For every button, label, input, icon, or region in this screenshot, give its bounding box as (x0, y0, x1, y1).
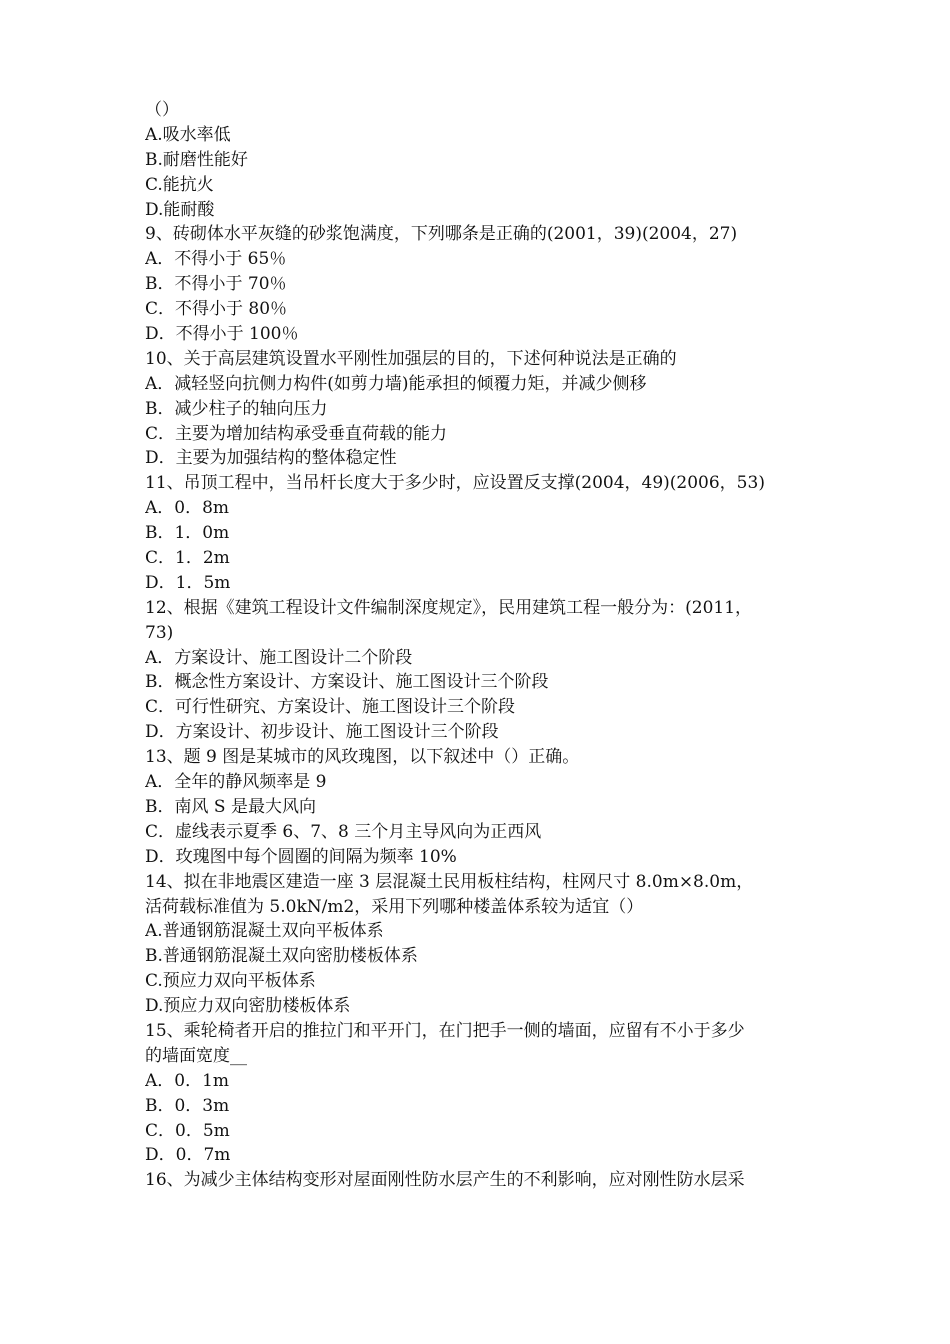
question-14-continued: 活荷载标准值为 5.0kN/m2，采用下列哪种楼盖体系较为适宜（） (145, 896, 644, 917)
option-a: A．方案设计、施工图设计二个阶段 (145, 647, 413, 668)
option-b: B．概念性方案设计、方案设计、施工图设计三个阶段 (145, 672, 549, 693)
question-15: 15、乘轮椅者开启的推拉门和平开门，在门把手一侧的墙面，应留有不小于多少 (145, 1020, 745, 1041)
option-c: C.能抗火 (145, 174, 214, 195)
question-11: 11、吊顶工程中，当吊杆长度大于多少时，应设置反支撑(2004，49)(2006，53) (145, 473, 765, 494)
option-b: B.普通钢筋混凝土双向密肋楼板体系 (145, 946, 418, 967)
option-b: B．1．0m (145, 523, 230, 544)
option-a: A．减轻竖向抗侧力构件(如剪力墙)能承担的倾覆力矩，并减少侧移 (145, 373, 647, 394)
option-c: C．不得小于 80％ (145, 299, 288, 320)
option-d: D．0．7m (145, 1145, 231, 1166)
option-c: C．0．5m (145, 1120, 230, 1141)
question-10: 10、关于高层建筑设置水平刚性加强层的目的，下述何种说法是正确的 (145, 348, 677, 369)
option-b: B．不得小于 70％ (145, 274, 287, 295)
option-c: C.预应力双向平板体系 (145, 971, 316, 992)
option-b: B.耐磨性能好 (145, 149, 248, 170)
option-a: A.吸水率低 (145, 124, 231, 145)
option-c: C．主要为增加结构承受垂直荷载的能力 (145, 423, 448, 444)
question-9: 9、砖砌体水平灰缝的砂浆饱满度，下列哪条是正确的(2001，39)(2004，27) (145, 224, 738, 245)
option-d: D．不得小于 100％ (145, 324, 299, 345)
option-d: D．主要为加强结构的整体稳定性 (145, 448, 397, 469)
option-a: A．全年的静风频率是 9 (145, 772, 327, 793)
question-14: 14、拟在非地震区建造一座 3 层混凝土民用板柱结构，柱网尺寸 8.0m×8.0m， (145, 871, 754, 892)
document-body (145, 98, 815, 1193)
option-b: B．减少柱子的轴向压力 (145, 398, 328, 419)
option-b: B．南风 S 是最大风向 (145, 796, 316, 817)
question-12-continued: 73) (145, 622, 174, 643)
option-c: C．虚线表示夏季 6、7、8 三个月主导风向为正西风 (145, 821, 542, 842)
option-c: C．1．2m (145, 548, 230, 569)
question-12: 12、根据《建筑工程设计文件编制深度规定》，民用建筑工程一般分为：(2011， (145, 597, 753, 618)
question-13: 13、题 9 图是某城市的风玫瑰图，以下叙述中（）正确。 (145, 747, 580, 768)
option-b: B．0．3m (145, 1095, 230, 1116)
option-d: D.预应力双向密肋楼板体系 (145, 996, 351, 1017)
option-d: D．玫瑰图中每个圆圈的间隔为频率 10% (145, 846, 457, 867)
question-stem-tail: （） (145, 100, 179, 120)
option-a: A．0．8m (145, 498, 230, 519)
option-d: D．方案设计、初步设计、施工图设计三个阶段 (145, 722, 499, 743)
option-d: D．1．5m (145, 572, 231, 593)
option-d: D.能耐酸 (145, 199, 215, 220)
option-a: A.普通钢筋混凝土双向平板体系 (145, 921, 384, 942)
question-16: 16、为减少主体结构变形对屋面刚性防水层产生的不利影响，应对刚性防水层采 (145, 1170, 745, 1191)
option-a: A．0．1m (145, 1070, 230, 1091)
question-15-continued: 的墙面宽度__ (145, 1045, 247, 1066)
option-c: C．可行性研究、方案设计、施工图设计三个阶段 (145, 697, 516, 718)
option-a: A．不得小于 65％ (145, 249, 287, 270)
